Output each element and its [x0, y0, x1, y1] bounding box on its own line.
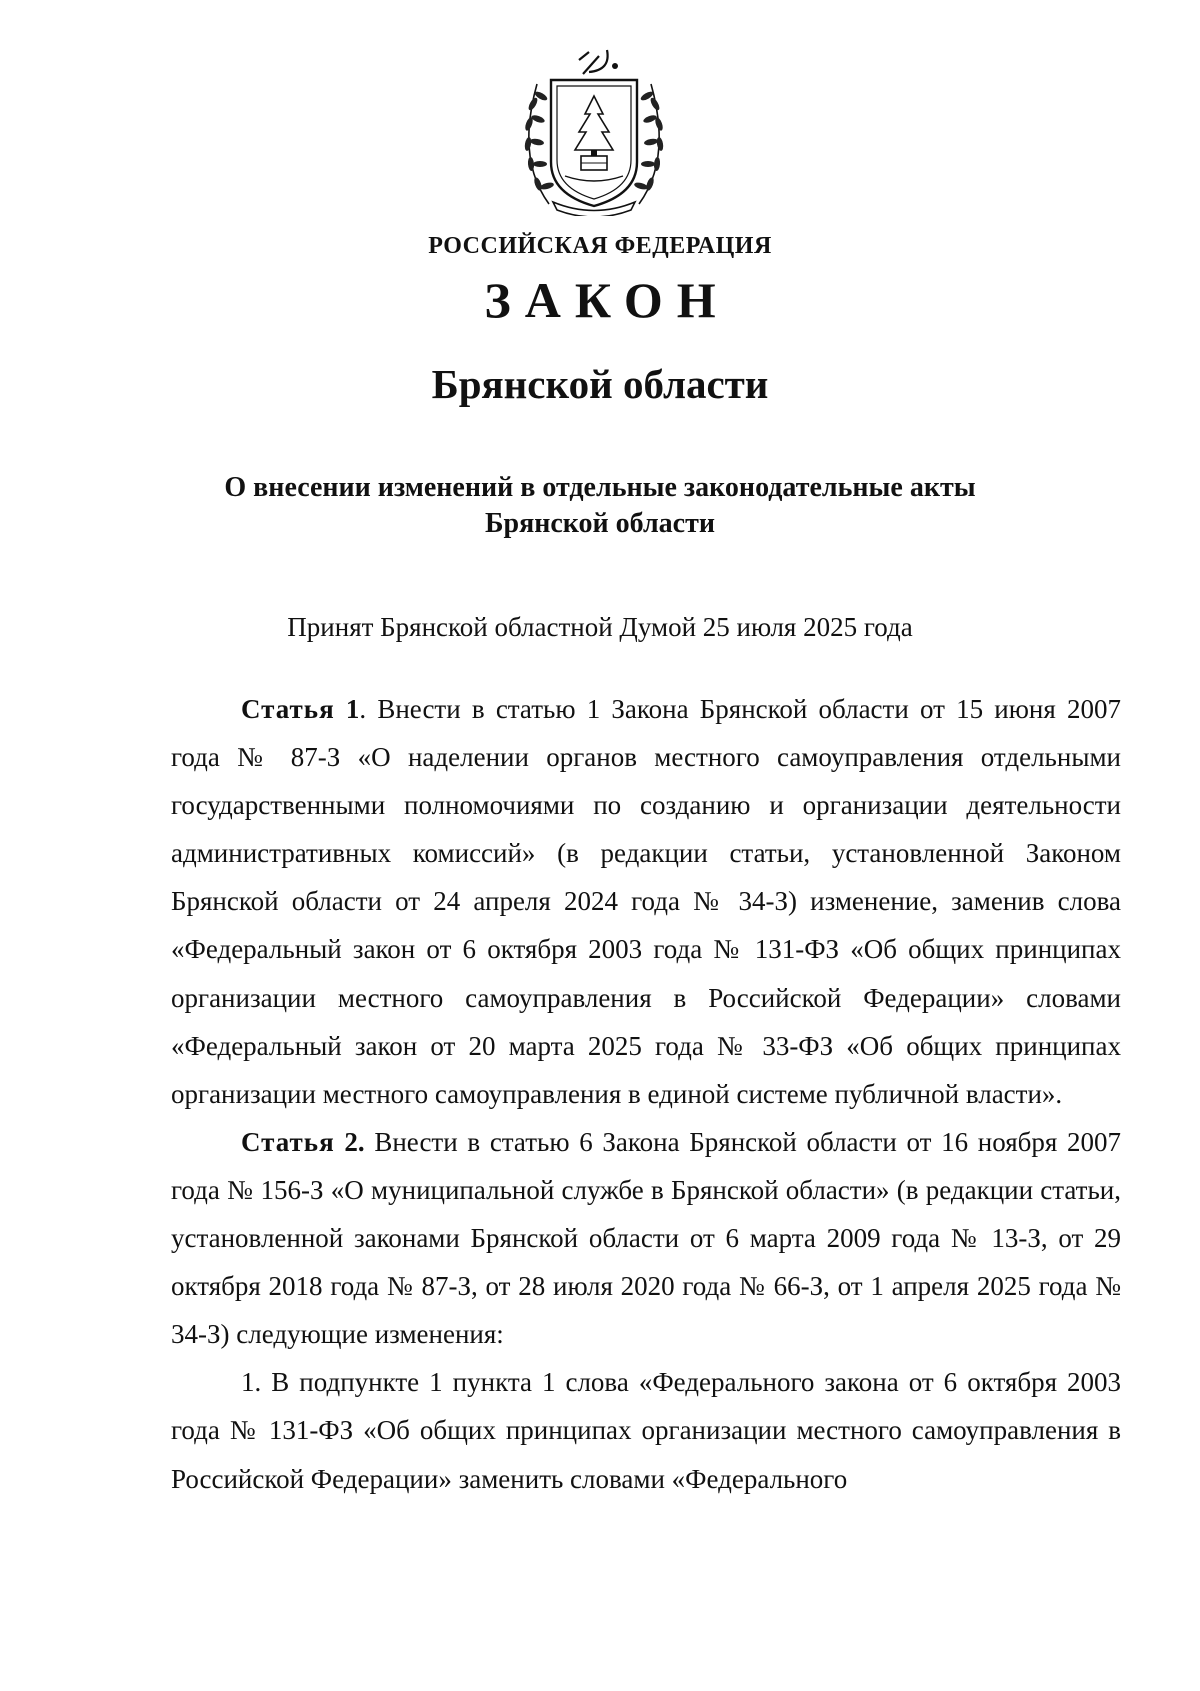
- region-name: Брянской области: [431, 361, 769, 407]
- item-paragraph: [171, 1358, 1121, 1502]
- law-body: [171, 685, 1121, 1503]
- article-paragraph: [171, 1118, 1121, 1358]
- bryansk-oblast-coat-of-arms-icon: [519, 44, 669, 216]
- article-label-word: Статья: [241, 1126, 335, 1157]
- article-label-word: Статья: [241, 694, 335, 724]
- law-title: [150, 470, 1050, 542]
- article-label-number: 1: [345, 694, 360, 724]
- adoption-note: Принят Брянской областной Думой 25 июля 2025 года: [287, 612, 913, 642]
- article-text: Внести в статью 6 Закона Брянской области от 16 ноября 2007 года № 156-З «О муниципальной службе в Брянской области» (в редакции статьи, установленной законами Брянской области от 6 марта 2009 года № 13-З, от 29 октября 2018 года № 87-З, от 28 июля 2020 года № 66-З, от 1 апреля 2025 года № 34-З) следующие изменения:: [171, 1126, 1122, 1350]
- document-type: ЗАКОН: [484, 272, 730, 328]
- item-text: 1. В подпункте 1 пункта 1 слова «Федерального закона от 6 октября 2003 года № 131-ФЗ «Об общих принципах организации местного самоуправления в Российской Федерации» заменить словами «Федерального: [171, 1367, 1121, 1494]
- article-text: . Внести в статью 1 Закона Брянской области от 15 июня 2007 года № 87-З «О наделении органов местного самоуправления отдельными государственными полномочиями по созданию и организации деятельности административных комиссий» (в редакции статьи, установленной Законом Брянской области от 24 апреля 2024 года № 34-З) изменение, заменив слова «Федеральный закон от 6 октября 2003 года № 131-ФЗ «Об общих принципах организации местного самоуправления в Российской Федерации» словами «Федеральный закон от 20 марта 2025 года № 33-ФЗ «Об общих принципах организации местного самоуправления в единой системе публичной власти».: [171, 694, 1121, 1109]
- law-title-line-2: Брянской области: [484, 508, 715, 539]
- country-name: РОССИЙСКАЯ ФЕДЕРАЦИЯ: [428, 233, 772, 259]
- article-label-number: 2.: [344, 1126, 365, 1157]
- article-paragraph: [171, 685, 1121, 1118]
- law-title-line-1: О внесении изменений в отдельные законодательные акты: [224, 472, 976, 503]
